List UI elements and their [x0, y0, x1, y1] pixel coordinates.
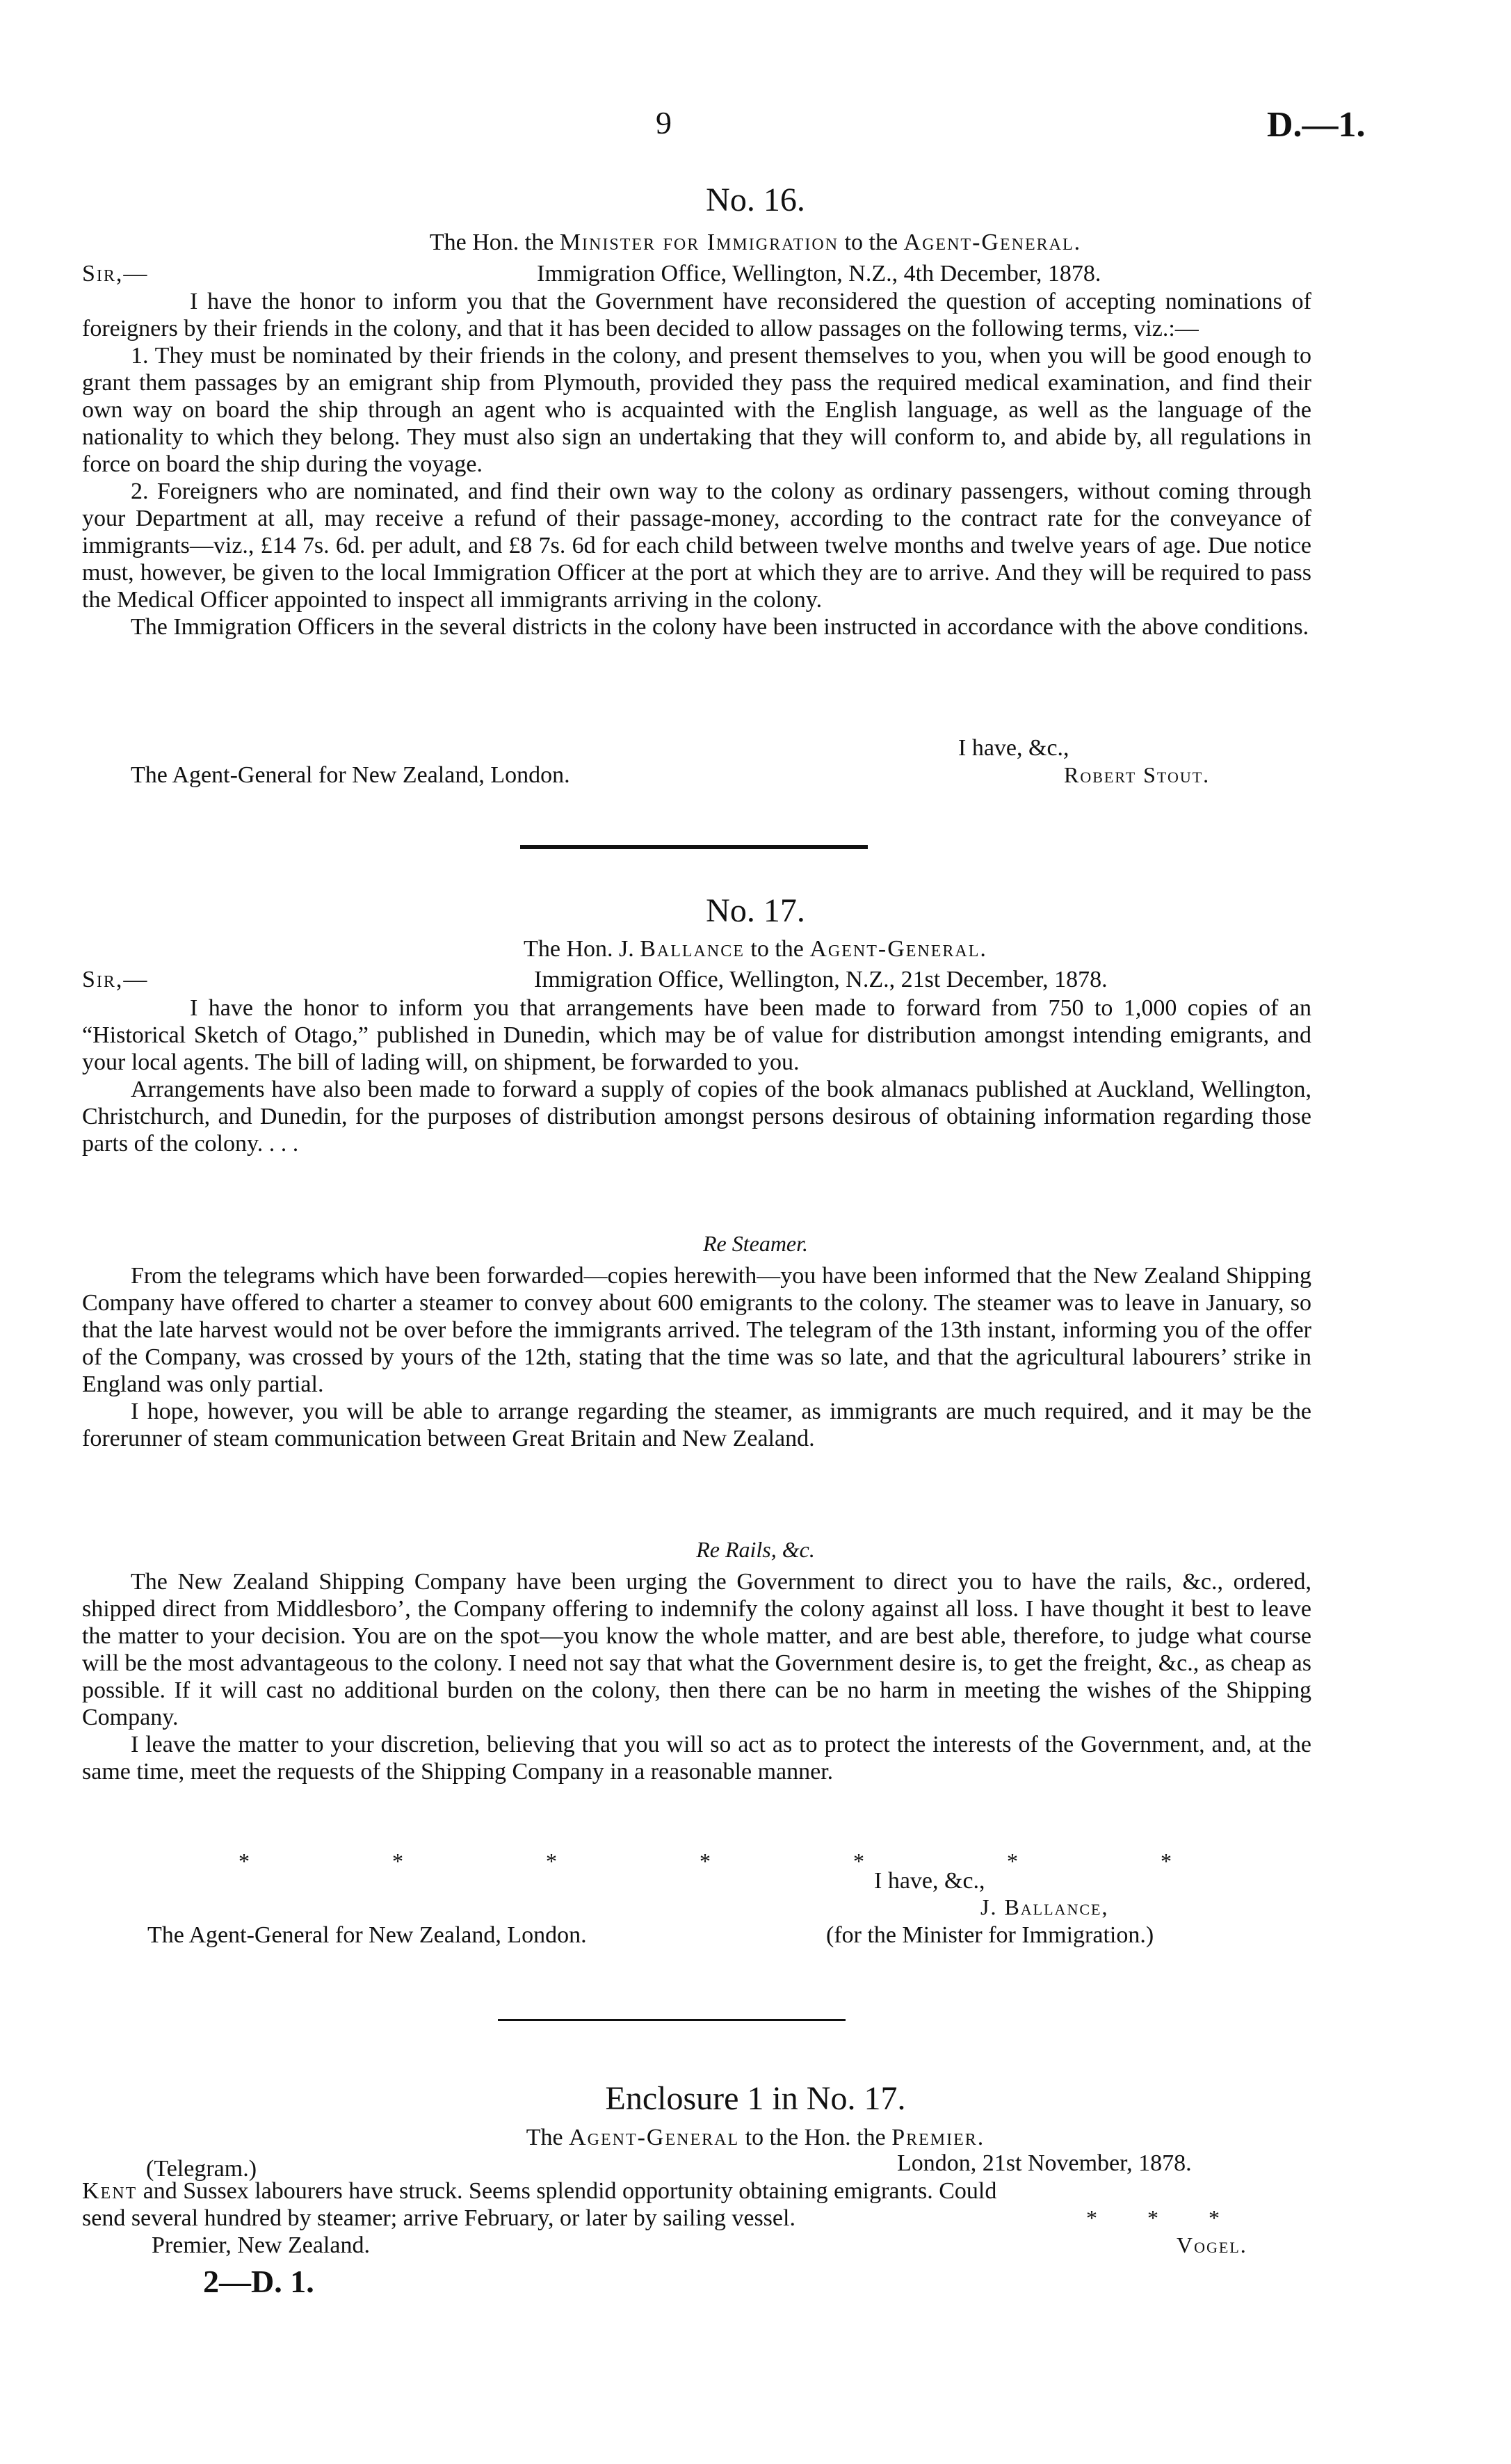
omission-star: *: [1007, 1849, 1018, 1874]
letter-16-title: No. 16.: [706, 182, 805, 218]
letter-17-para-6: I leave the matter to your discretion, believing that you will so act as to protect the interests of the Government, and, at the same time, meet the requests of the Shipping Company in a reasonable manner.: [82, 1732, 1311, 1785]
subheading-recipient: Agent-General.: [809, 936, 987, 962]
letter-17-addressee: The Agent-General for New Zealand, London.: [147, 1922, 587, 1948]
letter-16-para-4: The Immigration Officers in the several districts in the colony have been instructed in accordance with the above conditions.: [131, 614, 1309, 640]
subheading-recipient: Premier.: [891, 2125, 985, 2150]
omission-star: *: [1147, 2205, 1158, 2230]
letter-17-body-a: [82, 995, 1311, 1157]
subheading-recipient: Agent-General.: [903, 230, 1082, 255]
letter-16-para-3: 2. Foreigners who are nominated, and find their own way to the colony as ordinary passengers, without coming through your Department at all, may receive a refund of their passage-money, according to the contract rate for the conveyance of immigrants—viz., £14 7s. 6d. per adult, and £8 7s. 6d for each child between twelve months and twelve years of age. Due notice must, however, be given to the local Immigration Officer at the port at which they are to arrive. And they will be required to pass the Medical Officer appointed to inspect all immigrants arriving in the colony.: [82, 478, 1311, 613]
letter-17-title: No. 17.: [706, 892, 805, 929]
document-reference: D.—1.: [1267, 105, 1366, 145]
letter-17-para-5: The New Zealand Shipping Company have been urging the Government to direct you to have the rails, &c., ordered, shipped direct from Middlesboro’, the Company offering to indemnify the colony against all loss. I have thought it best to leave the matter to your decision. You are on the spot—you know the whole matter, and are best able, therefore, to judge what course will be the most advantageous to the colony. I need not say that what the Government desire is, to get the freight, &c., as cheap as possible. If it will cast no additional burden on the colony, then there can be no harm in meeting the wishes of the Shipping Company.: [82, 1569, 1311, 1730]
subheading-middle: to the: [839, 230, 904, 255]
subheading-prefix: The Hon. J.: [524, 936, 640, 962]
letter-17-para-3: From the telegrams which have been forwarded—copies herewith—you have been informed that the New Zealand Shipping Company have offered to charter a steamer to convey about 600 emigrants to the colony. The steamer was to leave in January, so that the late harvest would not be over before the immigrants arrived. The telegram of the 13th instant, informing you of the offer of the Company, was crossed by yours of the 12th, stating that the time was so late, and that the agricultural labourers’ strike in England was only partial.: [82, 1263, 1311, 1397]
page-number: 9: [656, 105, 672, 140]
subheading-sender: Ballance: [640, 936, 745, 962]
letter-17-subheading: [0, 936, 1511, 963]
letter-16-closing: I have, &c.,: [958, 735, 1069, 761]
telegram-lead-word: Kent: [82, 2178, 138, 2204]
enclosure-type-label: (Telegram.): [146, 2156, 257, 2182]
omission-star: *: [1209, 2205, 1220, 2230]
letter-16-addressee: The Agent-General for New Zealand, London.: [131, 762, 570, 788]
letter-16-para-2: 1. They must be nominated by their friends in the colony, and present themselves to you, when you will be good enough to grant them passages by an emigrant ship from Plymouth, provided they pass the required medical examination, and find their own way on board the ship through an agent who is acquainted with the English language, as well as the language of the nationality to which they belong. They must also sign an undertaking that they will conform to, and abide by, all regulations in force on board the ship during the voyage.: [82, 343, 1311, 477]
telegram-text-1: and Sussex labourers have struck. Seems splendid opportunity obtaining emigrants. Could: [137, 2178, 997, 2204]
letter-16-place-date: Immigration Office, Wellington, N.Z., 4th December, 1878.: [537, 261, 1101, 287]
letter-16-signature: Robert Stout.: [1064, 762, 1211, 787]
letter-17-body-c: [82, 1568, 1311, 1785]
letter-17-para-2: Arrangements have also been made to forward a supply of copies of the book almanacs published at Auckland, Wellington, Christchurch, and Dunedin, for the purposes of distribution amongst persons desirous of obtaining information regarding those parts of the colony. . . .: [82, 1077, 1311, 1157]
letter-17-para-1: I have the honor to inform you that arrangements have been made to forward from 750 to 1,000 copies of an “Historical Sketch of Otago,” published in Dunedin, which may be of value for distribution amongst intending emigrants, and your local agents. The bill of lading will, on shipment, be forwarded to you.: [82, 995, 1311, 1075]
subheading-sender: Minister for Immigration: [559, 230, 839, 255]
telegram-line-2: [82, 2205, 795, 2232]
subheading-prefix: The: [526, 2125, 569, 2150]
letter-17-place-date: Immigration Office, Wellington, N.Z., 21st December, 1878.: [534, 967, 1108, 992]
subheading-middle: to the Hon. the: [739, 2125, 892, 2150]
enclosure-addressee: Premier, New Zealand.: [152, 2232, 370, 2258]
telegram-line-1: [82, 2178, 996, 2205]
letter-17-para-4: I hope, however, you will be able to arrange regarding the steamer, as immigrants are much required, and it may be the forerunner of steam communication between Great Britain and New Zealand.: [82, 1399, 1311, 1451]
omission-star: *: [1086, 2205, 1097, 2230]
section-re-rails: Re Rails, &c.: [696, 1537, 815, 1562]
telegram-text-2: send several hundred by steamer; arrive February, or later by sailing vessel.: [82, 2205, 795, 2231]
sheet-mark: 2—D. 1.: [203, 2264, 314, 2299]
letter-17-body-b: [82, 1262, 1311, 1452]
letter-16-para-1: I have the honor to inform you that the Government have reconsidered the question of accepting nominations of foreigners by their friends in the colony, and that it has been decided to allow passages on the following terms, viz.:—: [82, 289, 1311, 341]
letter-16-salutation: Sir,—: [82, 261, 149, 287]
letter-17-signature-note: (for the Minister for Immigration.): [826, 1922, 1154, 1948]
omission-star: *: [239, 1849, 250, 1874]
subheading-middle: to the: [744, 936, 810, 962]
section-divider: [520, 845, 868, 849]
letter-17-signature: J. Ballance,: [980, 1894, 1109, 1919]
letter-16-subheading: [0, 230, 1511, 256]
enclosure-title: Enclosure 1 in No. 17.: [605, 2080, 906, 2117]
omission-star: *: [853, 1849, 864, 1874]
omission-star: *: [392, 1849, 403, 1874]
omission-star: *: [546, 1849, 557, 1874]
enclosure-subheading: [0, 2125, 1511, 2151]
enclosure-place-date: London, 21st November, 1878.: [897, 2150, 1192, 2176]
section-divider: [498, 2019, 846, 2021]
subheading-prefix: The Hon. the: [429, 230, 560, 255]
enclosure-signature: Vogel.: [1177, 2232, 1247, 2257]
section-re-steamer: Re Steamer.: [702, 1231, 809, 1256]
subheading-sender: Agent-General: [569, 2125, 740, 2150]
omission-star: *: [700, 1849, 711, 1874]
letter-17-salutation: Sir,—: [82, 967, 149, 992]
letter-16-body: [82, 288, 1311, 641]
letter-17-closing: I have, &c.,: [874, 1868, 985, 1894]
omission-star: *: [1161, 1849, 1172, 1874]
